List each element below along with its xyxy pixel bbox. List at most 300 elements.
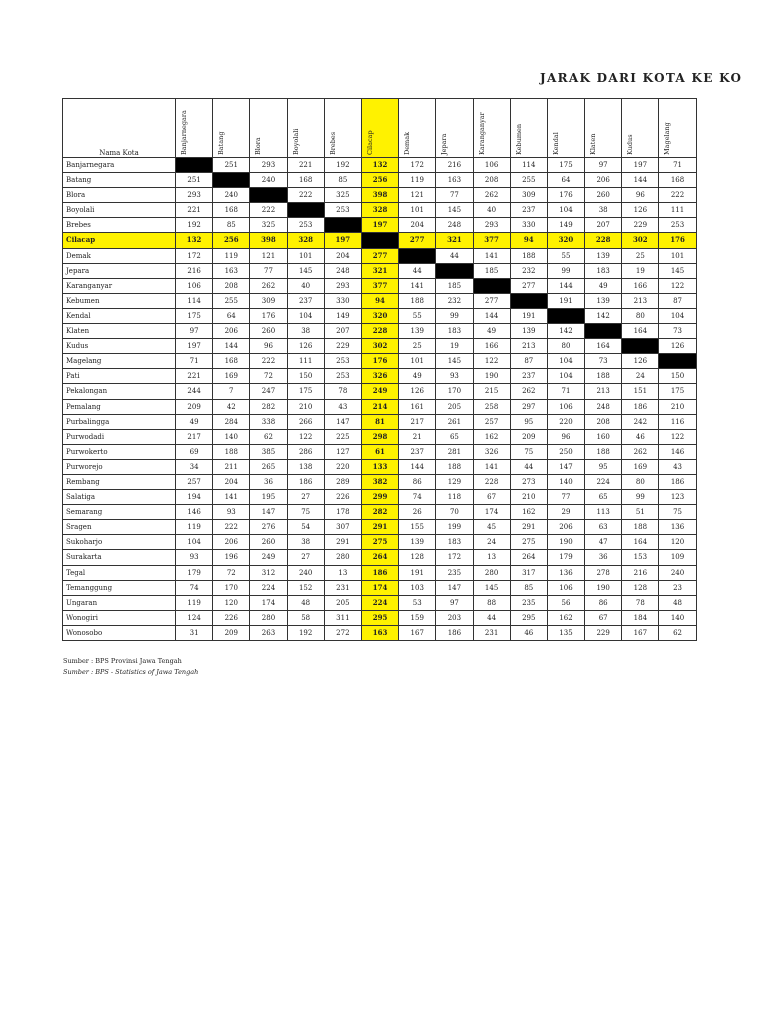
- column-header-corner: Nama Kota: [63, 99, 176, 158]
- distance-cell: 104: [547, 369, 584, 384]
- row-city-name: Kendal: [63, 308, 176, 323]
- distance-cell: 136: [659, 520, 696, 535]
- distance-cell: 120: [213, 595, 250, 610]
- distance-cell: 188: [510, 248, 547, 263]
- distance-cell: 277: [399, 233, 436, 248]
- distance-cell: 221: [176, 369, 213, 384]
- distance-cell: 215: [473, 384, 510, 399]
- distance-cell: 205: [324, 595, 361, 610]
- distance-cell: 237: [287, 293, 324, 308]
- distance-cell: 244: [176, 384, 213, 399]
- distance-cell: 132: [176, 233, 213, 248]
- table-row: [63, 414, 697, 429]
- distance-cell: 67: [585, 610, 622, 625]
- distance-cell: 213: [622, 293, 659, 308]
- distance-cell: 139: [399, 324, 436, 339]
- distance-cell: 317: [510, 565, 547, 580]
- column-header-label: Kebumen: [514, 123, 523, 155]
- distance-cell: 168: [287, 173, 324, 188]
- row-city-name: Wonogiri: [63, 610, 176, 625]
- distance-cell: 27: [287, 490, 324, 505]
- distance-cell: 150: [659, 369, 696, 384]
- distance-cell: 242: [622, 414, 659, 429]
- distance-cell: 132: [361, 158, 398, 173]
- distance-cell: 101: [399, 354, 436, 369]
- row-city-name: Kudus: [63, 339, 176, 354]
- distance-cell: 146: [659, 444, 696, 459]
- distance-cell: 80: [622, 474, 659, 489]
- distance-cell: 398: [250, 233, 287, 248]
- distance-cell: 216: [436, 158, 473, 173]
- distance-cell: 63: [585, 520, 622, 535]
- distance-cell: 277: [510, 278, 547, 293]
- distance-cell: 43: [324, 399, 361, 414]
- blank-cell: [547, 308, 584, 323]
- distance-cell: 49: [176, 414, 213, 429]
- distance-cell: 257: [473, 414, 510, 429]
- distance-cell: 262: [473, 188, 510, 203]
- distance-cell: 104: [659, 308, 696, 323]
- distance-cell: 145: [473, 580, 510, 595]
- distance-cell: 192: [287, 625, 324, 640]
- distance-cell: 237: [510, 203, 547, 218]
- distance-cell: 248: [436, 218, 473, 233]
- distance-cell: 140: [547, 474, 584, 489]
- distance-cell: 116: [659, 414, 696, 429]
- distance-cell: 191: [399, 565, 436, 580]
- distance-cell: 264: [510, 550, 547, 565]
- distance-cell: 119: [176, 520, 213, 535]
- column-header: [436, 99, 473, 158]
- distance-cell: 199: [436, 520, 473, 535]
- distance-cell: 80: [622, 308, 659, 323]
- row-city-name: Pemalang: [63, 399, 176, 414]
- distance-cell: 101: [399, 203, 436, 218]
- distance-cell: 184: [622, 610, 659, 625]
- distance-cell: 96: [547, 429, 584, 444]
- distance-cell: 188: [585, 369, 622, 384]
- distance-cell: 139: [510, 324, 547, 339]
- distance-cell: 217: [176, 429, 213, 444]
- distance-cell: 197: [176, 339, 213, 354]
- blank-cell: [324, 218, 361, 233]
- distance-cell: 217: [399, 414, 436, 429]
- table-row: [63, 158, 697, 173]
- distance-cell: 275: [361, 535, 398, 550]
- distance-cell: 86: [399, 474, 436, 489]
- table-row: [63, 535, 697, 550]
- column-header-label: Cilacap: [365, 130, 374, 155]
- distance-cell: 70: [436, 505, 473, 520]
- distance-cell: 249: [361, 384, 398, 399]
- distance-cell: 99: [547, 263, 584, 278]
- distance-cell: 45: [473, 520, 510, 535]
- distance-cell: 295: [510, 610, 547, 625]
- distance-cell: 163: [361, 625, 398, 640]
- row-city-name: Batang: [63, 173, 176, 188]
- distance-cell: 307: [324, 520, 361, 535]
- distance-cell: 293: [250, 158, 287, 173]
- distance-cell: 208: [213, 278, 250, 293]
- distance-cell: 163: [213, 263, 250, 278]
- distance-cell: 229: [585, 625, 622, 640]
- distance-cell: 209: [510, 429, 547, 444]
- table-row: [63, 550, 697, 565]
- distance-cell: 209: [213, 625, 250, 640]
- distance-cell: 172: [399, 158, 436, 173]
- distance-cell: 228: [585, 233, 622, 248]
- row-city-name: Tegal: [63, 565, 176, 580]
- distance-cell: 77: [250, 263, 287, 278]
- distance-cell: 172: [436, 550, 473, 565]
- distance-cell: 151: [622, 384, 659, 399]
- distance-cell: 160: [585, 429, 622, 444]
- distance-cell: 192: [176, 218, 213, 233]
- distance-cell: 207: [585, 218, 622, 233]
- distance-cell: 119: [176, 595, 213, 610]
- distance-cell: 169: [213, 369, 250, 384]
- distance-cell: 175: [287, 384, 324, 399]
- column-header: [547, 99, 584, 158]
- distance-cell: 77: [436, 188, 473, 203]
- distance-cell: 210: [287, 399, 324, 414]
- distance-cell: 222: [213, 520, 250, 535]
- distance-cell: 260: [250, 324, 287, 339]
- distance-cell: 126: [659, 339, 696, 354]
- distance-cell: 264: [361, 550, 398, 565]
- table-row: [63, 263, 697, 278]
- blank-cell: [176, 158, 213, 173]
- blank-cell: [659, 354, 696, 369]
- distance-cell: 55: [399, 308, 436, 323]
- distance-cell: 121: [250, 248, 287, 263]
- distance-cell: 186: [622, 399, 659, 414]
- distance-cell: 97: [585, 158, 622, 173]
- distance-cell: 106: [547, 580, 584, 595]
- distance-cell: 170: [436, 384, 473, 399]
- distance-cell: 190: [547, 535, 584, 550]
- distance-cell: 188: [399, 293, 436, 308]
- distance-cell: 40: [287, 278, 324, 293]
- distance-cell: 312: [250, 565, 287, 580]
- distance-cell: 128: [622, 580, 659, 595]
- distance-cell: 145: [436, 203, 473, 218]
- distance-cell: 185: [436, 278, 473, 293]
- distance-cell: 232: [436, 293, 473, 308]
- distance-cell: 220: [324, 459, 361, 474]
- table-row: [63, 505, 697, 520]
- distance-cell: 49: [399, 369, 436, 384]
- distance-cell: 240: [250, 173, 287, 188]
- distance-cell: 119: [213, 248, 250, 263]
- distance-cell: 85: [324, 173, 361, 188]
- distance-cell: 71: [176, 354, 213, 369]
- distance-cell: 44: [436, 248, 473, 263]
- distance-cell: 273: [510, 474, 547, 489]
- distance-cell: 194: [176, 490, 213, 505]
- distance-cell: 224: [250, 580, 287, 595]
- distance-cell: 31: [176, 625, 213, 640]
- distance-cell: 266: [287, 414, 324, 429]
- distance-cell: 58: [287, 610, 324, 625]
- table-row: [63, 625, 697, 640]
- distance-cell: 49: [585, 278, 622, 293]
- column-header-label: Banjarnegara: [180, 110, 188, 155]
- distance-cell: 224: [361, 595, 398, 610]
- distance-cell: 139: [585, 248, 622, 263]
- distance-cell: 168: [213, 354, 250, 369]
- distance-cell: 221: [176, 203, 213, 218]
- distance-cell: 191: [510, 308, 547, 323]
- distance-cell: 74: [176, 580, 213, 595]
- distance-cell: 235: [436, 565, 473, 580]
- distance-cell: 139: [585, 293, 622, 308]
- distance-cell: 176: [547, 188, 584, 203]
- distance-cell: 282: [250, 399, 287, 414]
- distance-cell: 289: [324, 474, 361, 489]
- distance-cell: 210: [659, 399, 696, 414]
- blank-cell: [213, 173, 250, 188]
- distance-cell: 195: [250, 490, 287, 505]
- distance-cell: 27: [287, 550, 324, 565]
- distance-cell: 62: [250, 429, 287, 444]
- distance-cell: 302: [622, 233, 659, 248]
- distance-cell: 320: [547, 233, 584, 248]
- distance-cell: 260: [585, 188, 622, 203]
- row-city-name: Blora: [63, 188, 176, 203]
- distance-cell: 67: [473, 490, 510, 505]
- distance-cell: 204: [324, 248, 361, 263]
- distance-cell: 176: [659, 233, 696, 248]
- distance-cell: 97: [436, 595, 473, 610]
- column-header: [324, 99, 361, 158]
- distance-cell: 225: [324, 429, 361, 444]
- distance-cell: 256: [361, 173, 398, 188]
- distance-cell: 122: [659, 278, 696, 293]
- distance-cell: 38: [585, 203, 622, 218]
- distance-cell: 85: [213, 218, 250, 233]
- distance-cell: 136: [547, 565, 584, 580]
- blank-cell: [399, 248, 436, 263]
- distance-cell: 93: [213, 505, 250, 520]
- distance-cell: 142: [547, 324, 584, 339]
- distance-cell: 95: [510, 414, 547, 429]
- distance-cell: 162: [547, 610, 584, 625]
- column-header: [361, 99, 398, 158]
- distance-cell: 96: [622, 188, 659, 203]
- distance-cell: 330: [324, 293, 361, 308]
- distance-cell: 206: [213, 535, 250, 550]
- distance-cell: 216: [622, 565, 659, 580]
- distance-cell: 231: [324, 580, 361, 595]
- distance-cell: 188: [436, 459, 473, 474]
- distance-cell: 62: [659, 625, 696, 640]
- distance-cell: 122: [659, 429, 696, 444]
- column-header: [585, 99, 622, 158]
- distance-cell: 49: [473, 324, 510, 339]
- distance-cell: 38: [287, 535, 324, 550]
- column-header-label: Kudus: [626, 134, 635, 155]
- distance-cell: 183: [585, 263, 622, 278]
- distance-cell: 128: [399, 550, 436, 565]
- distance-cell: 257: [176, 474, 213, 489]
- table-row: [63, 339, 697, 354]
- distance-cell: 120: [659, 535, 696, 550]
- distance-cell: 228: [361, 324, 398, 339]
- distance-cell: 398: [361, 188, 398, 203]
- table-row: [63, 354, 697, 369]
- distance-cell: 65: [585, 490, 622, 505]
- distance-cell: 139: [399, 535, 436, 550]
- distance-cell: 127: [324, 444, 361, 459]
- column-header: [473, 99, 510, 158]
- distance-cell: 297: [510, 399, 547, 414]
- distance-cell: 71: [659, 158, 696, 173]
- distance-cell: 206: [585, 173, 622, 188]
- distance-cell: 284: [213, 414, 250, 429]
- distance-cell: 186: [287, 474, 324, 489]
- table-row: [63, 429, 697, 444]
- distance-cell: 162: [510, 505, 547, 520]
- distance-cell: 281: [436, 444, 473, 459]
- distance-cell: 13: [324, 565, 361, 580]
- column-header-label: Blora: [254, 137, 263, 155]
- table-row: [63, 595, 697, 610]
- distance-cell: 23: [659, 580, 696, 595]
- distance-cell: 214: [361, 399, 398, 414]
- row-city-name: Karanganyar: [63, 278, 176, 293]
- distance-cell: 87: [510, 354, 547, 369]
- distance-cell: 309: [250, 293, 287, 308]
- distance-cell: 216: [176, 263, 213, 278]
- distance-cell: 164: [585, 339, 622, 354]
- table-row: [63, 324, 697, 339]
- row-city-name: Salatiga: [63, 490, 176, 505]
- distance-cell: 13: [473, 550, 510, 565]
- distance-cell: 231: [473, 625, 510, 640]
- distance-cell: 24: [622, 369, 659, 384]
- distance-cell: 145: [436, 354, 473, 369]
- row-city-name: Sragen: [63, 520, 176, 535]
- distance-cell: 147: [250, 505, 287, 520]
- row-city-name: Klaten: [63, 324, 176, 339]
- distance-cell: 167: [622, 625, 659, 640]
- distance-cell: 163: [436, 173, 473, 188]
- distance-cell: 164: [622, 535, 659, 550]
- distance-cell: 106: [176, 278, 213, 293]
- distance-cell: 36: [250, 474, 287, 489]
- table-row: [63, 233, 697, 248]
- distance-cell: 385: [250, 444, 287, 459]
- distance-cell: 104: [176, 535, 213, 550]
- distance-cell: 145: [659, 263, 696, 278]
- distance-cell: 42: [213, 399, 250, 414]
- distance-cell: 126: [287, 339, 324, 354]
- row-city-name: Purworejo: [63, 459, 176, 474]
- distance-cell: 250: [547, 444, 584, 459]
- distance-cell: 320: [361, 308, 398, 323]
- distance-cell: 272: [324, 625, 361, 640]
- table-row: [63, 610, 697, 625]
- distance-cell: 153: [622, 550, 659, 565]
- table-row: [63, 203, 697, 218]
- distance-cell: 247: [250, 384, 287, 399]
- row-city-name: Brebes: [63, 218, 176, 233]
- distance-cell: 209: [176, 399, 213, 414]
- column-header: [510, 99, 547, 158]
- distance-cell: 302: [361, 339, 398, 354]
- distance-cell: 111: [287, 354, 324, 369]
- distance-cell: 248: [585, 399, 622, 414]
- distance-cell: 293: [176, 188, 213, 203]
- blank-cell: [361, 233, 398, 248]
- distance-cell: 29: [547, 505, 584, 520]
- distance-cell: 121: [399, 188, 436, 203]
- column-header: [622, 99, 659, 158]
- distance-cell: 382: [361, 474, 398, 489]
- row-city-name: Semarang: [63, 505, 176, 520]
- distance-cell: 179: [176, 565, 213, 580]
- distance-cell: 176: [361, 354, 398, 369]
- distance-cell: 147: [547, 459, 584, 474]
- distance-cell: 282: [361, 505, 398, 520]
- distance-cell: 75: [287, 505, 324, 520]
- distance-cell: 133: [361, 459, 398, 474]
- distance-cell: 192: [324, 158, 361, 173]
- source-note-english: Sumber : BPS - Statistics of Jawa Tengah: [63, 668, 199, 676]
- distance-cell: 291: [324, 535, 361, 550]
- distance-cell: 46: [510, 625, 547, 640]
- distance-cell: 19: [622, 263, 659, 278]
- distance-cell: 122: [473, 354, 510, 369]
- column-header-label: Jepara: [440, 133, 449, 155]
- distance-cell: 229: [622, 218, 659, 233]
- distance-cell: 75: [659, 505, 696, 520]
- distance-cell: 141: [473, 248, 510, 263]
- distance-cell: 126: [622, 354, 659, 369]
- column-header: [287, 99, 324, 158]
- distance-cell: 197: [324, 233, 361, 248]
- distance-cell: 299: [361, 490, 398, 505]
- distance-cell: 325: [250, 218, 287, 233]
- distance-cell: 147: [436, 580, 473, 595]
- distance-cell: 166: [473, 339, 510, 354]
- distance-cell: 170: [213, 580, 250, 595]
- row-city-name: Sukoharjo: [63, 535, 176, 550]
- table-row: [63, 474, 697, 489]
- distance-cell: 204: [399, 218, 436, 233]
- distance-cell: 101: [659, 248, 696, 263]
- distance-cell: 186: [659, 474, 696, 489]
- distance-cell: 72: [250, 369, 287, 384]
- row-city-name: Rembang: [63, 474, 176, 489]
- distance-cell: 237: [510, 369, 547, 384]
- table-row: [63, 580, 697, 595]
- distance-cell: 174: [250, 595, 287, 610]
- distance-cell: 126: [399, 384, 436, 399]
- distance-cell: 208: [473, 173, 510, 188]
- distance-table: [62, 98, 697, 641]
- distance-cell: 129: [436, 474, 473, 489]
- table-row: [63, 188, 697, 203]
- blank-cell: [287, 203, 324, 218]
- row-city-name: Banjarnegara: [63, 158, 176, 173]
- distance-cell: 85: [510, 580, 547, 595]
- distance-cell: 64: [213, 308, 250, 323]
- distance-cell: 235: [510, 595, 547, 610]
- distance-cell: 338: [250, 414, 287, 429]
- distance-cell: 71: [547, 384, 584, 399]
